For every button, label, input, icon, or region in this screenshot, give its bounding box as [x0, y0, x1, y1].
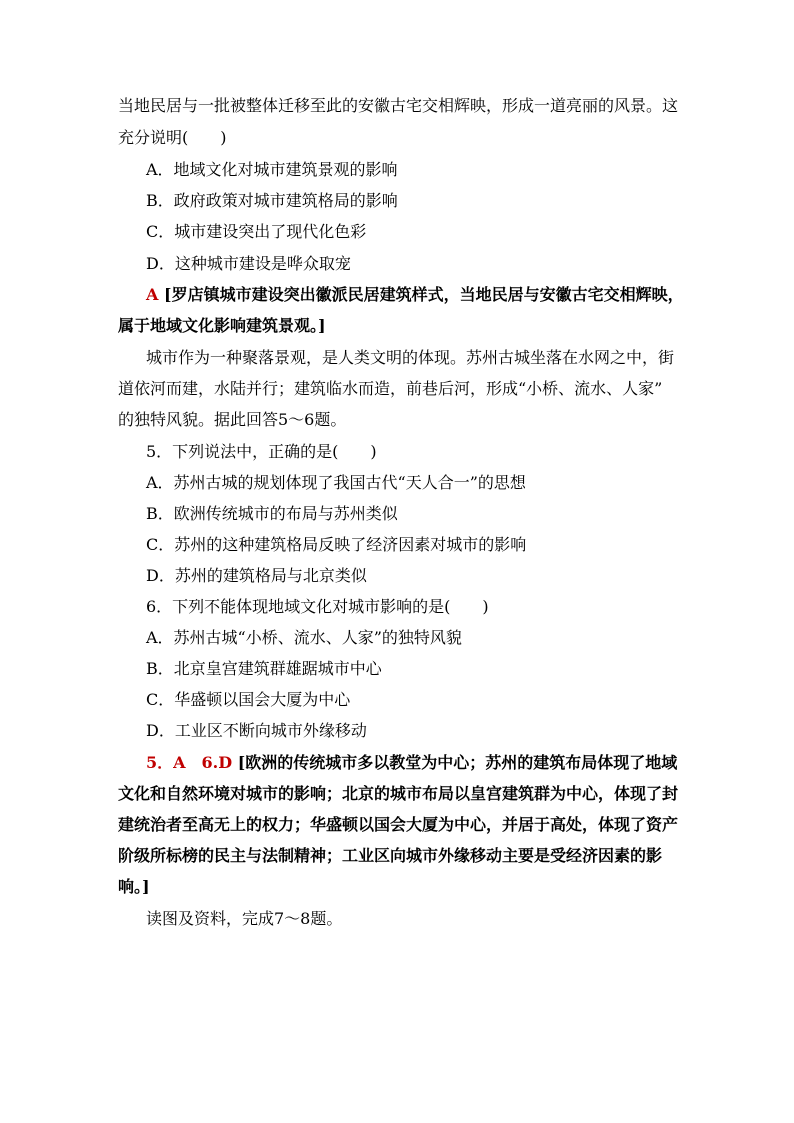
q6-option-b: B．北京皇宫建筑群雄踞城市中心	[146, 659, 382, 678]
passage-line-2: 道依河而建，水陆并行；建筑临水而造，前巷后河，形成“小桥、流水、人家”	[118, 379, 663, 398]
answer56-text-1: [欧洲的传统城市多以教堂为中心；苏州的建筑布局体现了地域	[237, 753, 678, 772]
q4-option-d: D．这种城市建设是哗众取宠	[146, 254, 351, 273]
answer4-text-1: [罗店镇城市建设突出徽派民居建筑样式，当地民居与安徽古宅交相辉映，	[164, 285, 684, 304]
q5-option-b: B．欧洲传统城市的布局与苏州类似	[146, 504, 398, 523]
answer56-line-2: 文化和自然环境对城市的影响；北京的城市布局以皇宫建筑群为中心，体现了封	[118, 784, 679, 803]
answer4-letter: A	[146, 285, 159, 304]
q5-stem: 5．下列说法中，正确的是( )	[146, 442, 377, 461]
answer4-line-2: 属于地域文化影响建筑景观。]	[118, 316, 326, 335]
q5-option-a: A．苏州古城的规划体现了我国古代“天人合一”的思想	[146, 473, 526, 492]
intro-line-1: 当地民居与一批被整体迁移至此的安徽古宅交相辉映，形成一道亮丽的风景。这	[118, 96, 679, 115]
answer56-line-4: 阶级所标榜的民主与法制精神；工业区向城市外缘移动主要是受经济因素的影	[118, 846, 663, 865]
answer56-letters: 5．A 6.D	[146, 753, 233, 772]
q6-option-c: C．华盛顿以国会大厦为中心	[146, 690, 351, 709]
q6-option-d: D．工业区不断向城市外缘移动	[146, 721, 367, 740]
q5-option-c: C．苏州的这种建筑格局反映了经济因素对城市的影响	[146, 535, 527, 554]
answer4-line-1	[146, 285, 684, 305]
answer56-line-3: 建统治者至高无上的权力；华盛顿以国会大厦为中心，并居于高处，体现了资产	[118, 815, 679, 834]
passage-line-1: 城市作为一种聚落景观，是人类文明的体现。苏州古城坐落在水网之中，街	[146, 348, 675, 367]
q4-option-a: A．地域文化对城市建筑景观的影响	[146, 160, 398, 179]
q4-option-c: C．城市建设突出了现代化色彩	[146, 222, 367, 241]
answer56-line-5: 响。]	[118, 877, 150, 896]
q4-option-b: B．政府政策对城市建筑格局的影响	[146, 191, 398, 210]
answer56-line-1	[146, 753, 677, 773]
q6-option-a: A．苏州古城“小桥、流水、人家”的独特风貌	[146, 628, 462, 647]
intro-line-2: 充分说明( )	[118, 128, 227, 147]
next-instruction: 读图及资料，完成7～8题。	[146, 909, 343, 928]
q6-stem: 6．下列不能体现地域文化对城市影响的是( )	[146, 597, 489, 616]
passage-line-3: 的独特风貌。据此回答5～6题。	[118, 410, 347, 429]
q5-option-d: D．苏州的建筑格局与北京类似	[146, 566, 367, 585]
